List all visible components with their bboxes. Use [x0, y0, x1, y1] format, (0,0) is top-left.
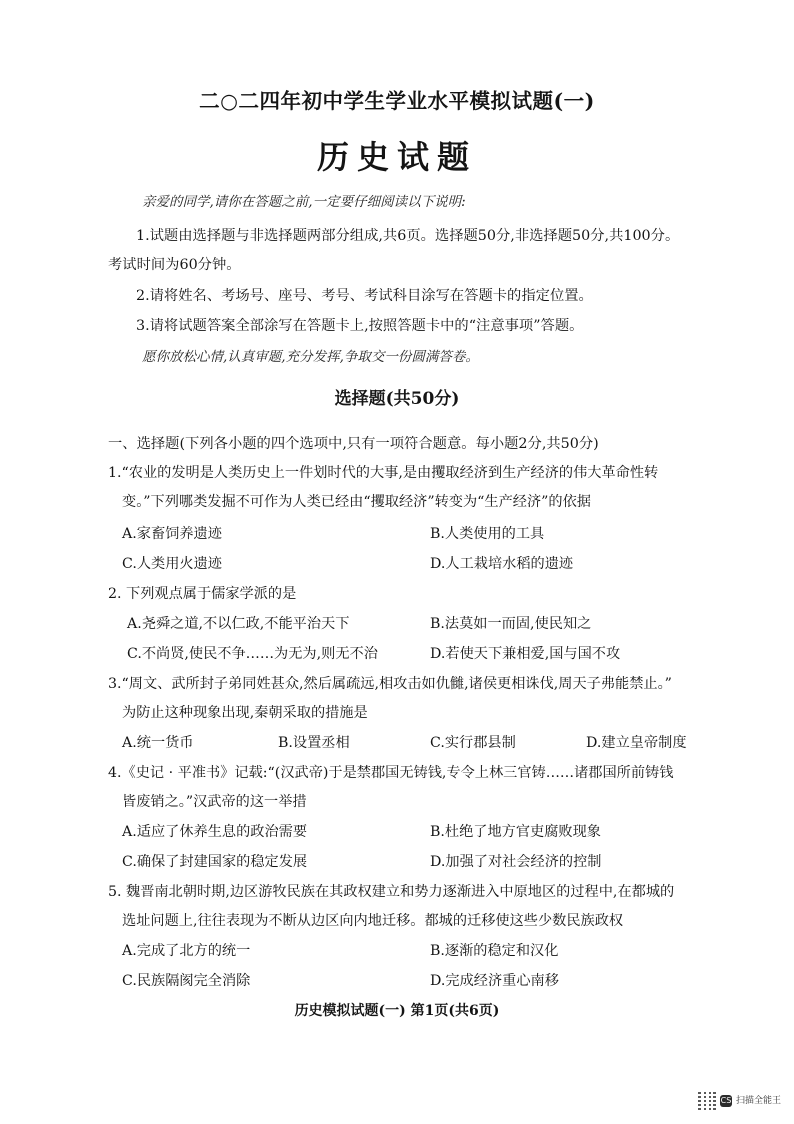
question-3-option-b: B.设置丞相 [278, 735, 350, 751]
question-1-stem: 1.“农业的发明是人类历史上一件划时代的大事,是由攫取经济到生产经济的伟大革命性转 [108, 465, 659, 481]
question-1-stem-cont: 变。”下列哪类发掘不可作为人类已经由“攫取经济”转变为“生产经济”的依据 [122, 494, 591, 510]
question-5-option-b: B.逐渐的稳定和汉化 [430, 943, 559, 959]
question-4-stem: 4.《史记 · 平准书》记载:“(汉武帝)于是禁郡国无铸钱,专令上林三官铸……诸郡国所前铸钱 [108, 765, 674, 781]
section-header: 选择题(共50分) [334, 389, 460, 409]
scanner-watermark [698, 1090, 782, 1112]
question-3-stem: 3.“周文、武所封子弟同姓甚众,然后属疏远,相攻击如仇雠,诸侯更相诛伐,周天子弗能禁止。” [108, 676, 672, 692]
instruction-item-2: 2.请将姓名、考场号、座号、考号、考试科目涂写在答题卡的指定位置。 [136, 288, 593, 304]
question-4-option-c: C.确保了封建国家的稳定发展 [122, 854, 308, 870]
question-3-option-d: D.建立皇帝制度 [586, 735, 687, 751]
question-5-option-a: A.完成了北方的统一 [122, 943, 251, 959]
question-3-option-c: C.实行郡县制 [430, 735, 516, 751]
instructions-greeting: 亲爱的同学,请你在答题之前,一定要仔细阅读以下说明: [142, 194, 466, 210]
watermark-label: 扫描全能王 [736, 1096, 782, 1106]
question-2-option-b: B.法莫如一而固,使民知之 [430, 616, 592, 632]
question-5-stem-cont: 选址问题上,往往表现为不断从边区向内地迁移。都城的迁移使这些少数民族政权 [122, 913, 624, 929]
exam-title: 二○二四年初中学生学业水平模拟试题(一) [199, 89, 595, 113]
question-5-option-d: D.完成经济重心南移 [430, 973, 559, 989]
section-instruction: 一、选择题(下列各小题的四个选项中,只有一项符合题意。每小题2分,共50分) [108, 436, 599, 452]
qr-code-icon [698, 1092, 716, 1110]
question-3-stem-cont: 为防止这种现象出现,秦朝采取的措施是 [122, 705, 368, 721]
question-3-option-a: A.统一货币 [122, 735, 194, 751]
question-2-option-d: D.若使天下兼相爱,国与国不攻 [430, 646, 621, 662]
question-4-option-d: D.加强了对社会经济的控制 [430, 854, 602, 870]
question-2-option-a: A.尧舜之道,不以仁政,不能平治天下 [127, 616, 350, 632]
question-4-stem-cont: 皆废销之。”汉武帝的这一举措 [122, 794, 307, 810]
page-footer: 历史模拟试题(一) 第1页(共6页) [294, 1003, 500, 1019]
question-1-option-b: B.人类使用的工具 [430, 526, 545, 542]
question-4-option-b: B.杜绝了地方官吏腐败现象 [430, 824, 601, 840]
question-1-option-a: A.家畜饲养遗迹 [122, 526, 222, 542]
cs-logo-icon: CS [720, 1096, 732, 1105]
question-4-option-a: A.适应了休养生息的政治需要 [122, 824, 308, 840]
instruction-item-1: 1.试题由选择题与非选择题两部分组成,共6页。选择题50分,非选择题50分,共100分。 [136, 228, 680, 244]
question-2-stem: 2. 下列观点属于儒家学派的是 [108, 586, 297, 602]
question-5-option-c: C.民族隔阂完全消除 [122, 973, 251, 989]
question-5-stem: 5. 魏晋南北朝时期,边区游牧民族在其政权建立和势力逐渐进入中原地区的过程中,在都城的 [108, 884, 675, 900]
instructions-closing: 愿你放松心情,认真审题,充分发挥,争取交一份圆满答卷。 [142, 349, 479, 365]
instruction-item-3: 3.请将试题答案全部涂写在答题卡上,按照答题卡中的“注意事项”答题。 [136, 318, 584, 334]
instruction-item-1-cont: 考试时间为60分钟。 [108, 257, 241, 273]
question-1-option-c: C.人类用火遗迹 [122, 556, 222, 572]
question-1-option-d: D.人工栽培水稻的遗迹 [430, 556, 574, 572]
subject-title: 历史试题 [316, 138, 477, 176]
question-2-option-c: C.不尚贤,使民不争……为无为,则无不治 [127, 646, 378, 662]
